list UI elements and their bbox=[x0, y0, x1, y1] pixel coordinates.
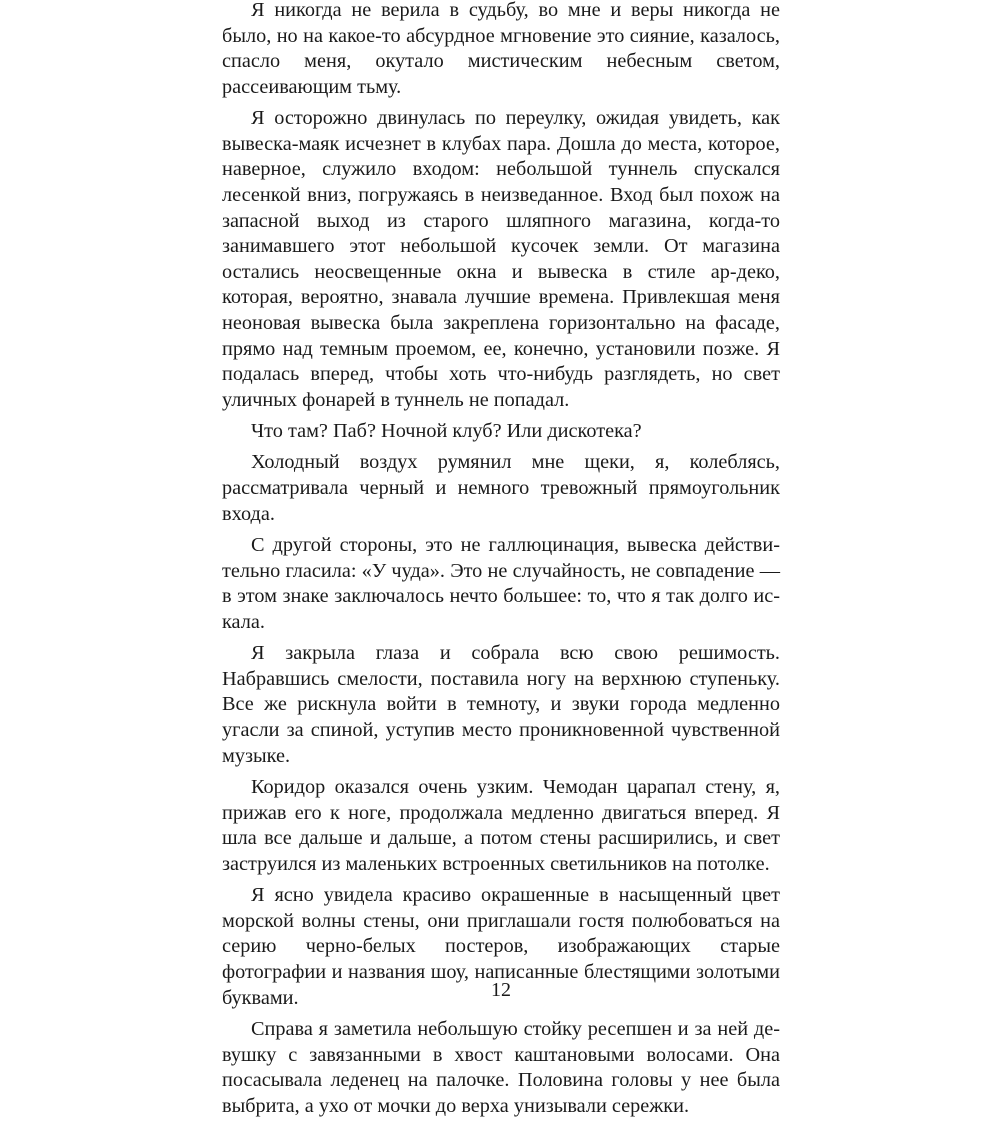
book-page bbox=[222, 0, 780, 1117]
paragraph-6: Я закрыла глаза и собрала всю свою решимость. Набравшись смелости, поставила ногу на верхнюю ступеньку. Все же рискнула войти в темноту, и звуки города медленно угасли за спиной, уступив место проникновенной чувственной музыке. bbox=[222, 642, 780, 767]
paragraph-9: Справа я заметила небольшую стойку ресепшен и за ней девушку с завязанными в хвост каштановыми волосами. Она посасывала леденец на палочке. Половина головы у нее была выбрита, а ухо от мочки до верха унизывали сережки. bbox=[222, 1017, 780, 1117]
paragraph-3: Что там? Паб? Ночной клуб? Или дискотека? bbox=[251, 420, 642, 443]
paragraph-1: Я никогда не верила в судьбу, во мне и веры никогда не было, но на какое-то абсурдное мгновение это сияние, казалось, спасло меня, окутало мистическим небесным светом, рассеивающим тьму. bbox=[222, 0, 780, 98]
page-number: 12 bbox=[491, 979, 511, 1001]
paragraph-2: Я осторожно двинулась по переулку, ожидая увидеть, как вывеска-маяк исчезнет в клубах пара. Дошла до места, которое, наверное, служило входом: небольшой туннель спускался лесенкой вниз, погружаясь в неизведанное. Вход был похож на запасной выход из старого шляпного магазина, когда-то занимавшего этот небольшой кусочек земли. От магазина остались неосвещенные окна и вывеска в стиле ар-деко, которая, вероятно, знавала лучшие времена. Привлекшая меня неоновая вывеска была закреплена горизонтально на фасаде, прямо над темным проемом, ее, конечно, установили позже. Я подалась вперед, чтобы хоть что-нибудь разглядеть, но свет уличных фонарей в туннель не попадал. bbox=[222, 107, 780, 411]
paragraph-5: С другой стороны, это не галлюцинация, вывеска действительно гласила: «У чуда». Это не случайность, не совпадение — в этом знаке заключалось нечто большее: то, что я так долго искала. bbox=[222, 534, 780, 633]
paragraph-8: Я ясно увидела красиво окрашенные в насыщенный цвет морской волны стены, они приглашали гостя полюбоваться на серию черно-белых постеров, изображающих старые фотографии и названия шоу, написанные блестящими золотыми буквами. bbox=[222, 884, 780, 1009]
paragraph-4: Холодный воздух румянил мне щеки, я, колеблясь, рассматривала черный и немного тревожный прямоугольник входа. bbox=[222, 451, 780, 525]
body-text bbox=[222, 0, 780, 1125]
paragraph-7: Коридор оказался очень узким. Чемодан царапал стену, я, прижав его к ноге, продолжала медленно двигаться вперед. Я шла все дальше и дальше, а потом стены расширились, и свет заструился из маленьких встроенных светильников на потолке. bbox=[222, 776, 780, 875]
